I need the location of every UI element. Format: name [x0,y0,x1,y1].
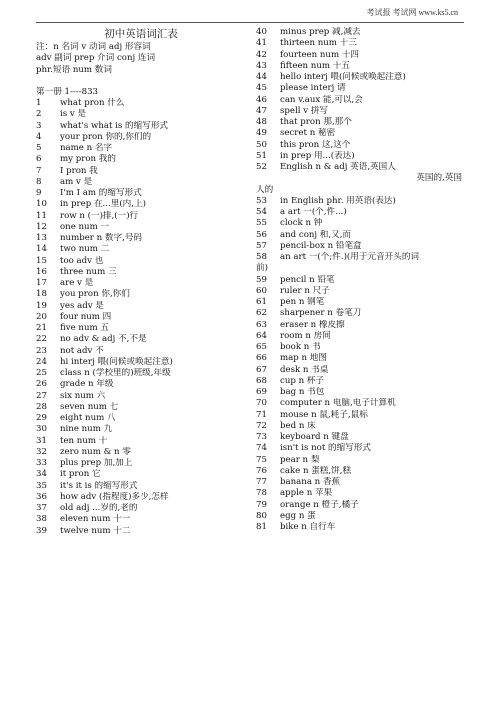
vocab-entry [36,323,246,334]
vocab-entry [256,421,462,432]
vocab-entry [256,162,462,173]
entry-number: 69 [256,387,267,397]
entry-number: 51 [256,150,267,161]
right-column [256,27,462,533]
vocab-entry [256,455,462,466]
vocab-entry [256,196,462,207]
entry-number: 3 [36,120,42,131]
entry-text: egg n 蛋 [280,510,316,521]
vocab-entry [36,244,246,255]
vocab-entry [256,286,462,297]
entry-number: 6 [36,154,42,165]
entry-text: pencil n 铅笔 [280,274,335,285]
entry-number: 63 [256,319,267,330]
entry-text: pencil-box n 铅笔盒 [280,240,362,251]
section-label: 第一册 1----833 [36,86,98,97]
vocab-entry [36,233,246,244]
entry-number: 40 [256,27,267,37]
entry-text: minus prep 减,减去 [280,27,361,37]
entry-number: 5 [36,143,42,153]
entry-text: three num 三 [60,266,117,277]
vocab-entry [36,357,246,368]
entry-text: banana n 香蕉 [280,477,341,487]
entry-text: clock n 钟 [280,218,323,229]
entry-text: can v.aux 能,可以,会 [280,94,363,105]
entry-text: I'm I am 的缩写形式 [60,188,142,198]
entry-text: isn't is not 的缩写形式 [280,443,371,454]
vocab-entry [256,38,462,49]
vocab-entry [36,98,246,109]
entry-text: an art 一(个;件.)(用于元音开头的词 [280,252,420,262]
entry-number: 25 [36,368,47,378]
entry-number: 23 [36,345,47,356]
vocab-entry [36,346,246,357]
entry-number: 60 [256,285,267,296]
vocab-entry [36,211,246,222]
entry-text: thirteen num 十三 [280,38,357,49]
vocab-entry [256,365,462,376]
entry-text: in prep 在...里(内,上) [60,199,146,210]
entry-number: 37 [36,503,47,513]
entry-text: I pron 我 [60,165,98,176]
vocab-entry [256,275,462,286]
entry-text: map n 地图 [280,353,327,364]
vocab-entry [36,199,246,210]
entry-number: 80 [256,510,267,521]
entry-text: six num 六 [60,390,106,401]
entry-text: class n (学校里的)班级,年级 [60,368,171,378]
entry-number: 35 [36,480,47,491]
vocab-entry [36,278,246,289]
vocab-entry [256,320,462,331]
vocab-entry [256,308,462,319]
vocab-entry [36,469,246,480]
entry-text: pear n 梨 [280,454,320,465]
entry-text: you pron 你,你们 [60,289,130,300]
entry-number: 68 [256,375,267,386]
entry-text: bag n 书包 [280,387,325,397]
entry-number: 38 [36,514,47,525]
entry-number: 47 [256,105,267,116]
vocab-entry [256,376,462,387]
entry-number: 1 [36,98,42,108]
entry-text: eight num 八 [60,413,116,423]
entry-number: 4 [36,131,42,142]
entry-number: 32 [36,446,47,457]
entry-number: 26 [36,379,47,390]
vocab-entry [256,83,462,94]
entry-text: room n 房间 [280,330,331,341]
entry-text: a art 一(个,件...) [280,207,347,217]
entry-number: 29 [36,413,47,423]
entry-number: 7 [36,165,42,176]
vocab-entry [36,267,246,278]
vocab-entry [36,413,246,424]
vocab-entry [36,503,246,514]
vocab-entry [256,50,462,61]
vocab-entry [36,154,246,165]
entry-number: 17 [36,278,47,288]
entry-number: 52 [256,162,267,172]
entry-number: 13 [36,233,47,243]
vocab-entry [256,106,462,117]
entry-text: five num 五 [60,323,109,333]
entry-text: that pron 那,那个 [280,117,352,127]
entry-text: pen n 钢笔 [280,297,325,307]
entry-number: 55 [256,218,267,229]
entry-number: 8 [36,176,42,187]
entry-text: English n & adj 英语,英国人 [280,162,396,172]
entry-number: 46 [256,94,267,105]
entry-number: 21 [36,323,47,333]
vocab-entry [36,289,246,300]
vocab-list-right-a [256,27,462,173]
entry-number: 54 [256,207,267,217]
vocab-entry [36,436,246,447]
vocab-entry [256,500,462,511]
vocab-entry [256,297,462,308]
entry-text: cake n 蛋糕,饼,糕 [280,465,352,476]
entry-text: four num 四 [60,311,112,322]
entry-number: 48 [256,117,267,127]
entry-text: spell v 拼写 [280,105,329,116]
entry-text: number n 数字,号码 [60,233,143,243]
vocab-entry [36,188,246,199]
entry-number: 61 [256,297,267,307]
entry-number: 30 [36,424,47,435]
document-title: 初中英语词汇表 [104,28,178,40]
left-column [36,27,246,537]
entry-number: 79 [256,499,267,510]
entry-number: 44 [256,72,267,82]
vocab-entry [36,177,246,188]
entry-number: 53 [256,195,267,206]
header-site-text: 考试报 考试网 www.ks5.cn [366,8,458,17]
entry-text: my pron 我的 [60,154,116,165]
entry-number: 43 [256,60,267,71]
entry-number: 58 [256,252,267,262]
vocab-entry [256,342,462,353]
entry-text: is v 是 [60,109,87,120]
vocab-entry [256,466,462,477]
entry-text: cup n 杯子 [280,375,325,386]
entry-number: 36 [36,491,47,502]
entry-number: 59 [256,274,267,285]
entry-text: fifteen num 十五 [280,60,350,71]
entry-number: 56 [256,229,267,240]
entry-52-continuation-2: 人的 [256,184,274,195]
entry-number: 70 [256,398,267,409]
entry-text: desk n 书桌 [280,364,329,375]
entry-text: how adv (指程度)多少,怎样 [60,491,169,502]
entry-text: keyboard n 键盘 [280,432,349,442]
entry-text: nine num 九 [60,424,113,435]
vocab-entry [256,477,462,488]
vocab-entry [36,458,246,469]
entry-number: 33 [36,458,47,468]
entry-text: ten num 十 [60,435,108,446]
vocab-entry [256,387,462,398]
entry-number: 22 [36,334,47,345]
vocab-entry [256,72,462,83]
entry-number: 57 [256,240,267,251]
entry-number: 28 [36,401,47,412]
entry-text: eleven num 十一 [60,514,131,525]
entry-text: in English phr. 用英语(表达) [280,195,396,206]
vocab-entry [256,230,462,241]
entry-text: am v 是 [60,176,93,187]
entry-text: and conj 和,又,而 [280,229,352,240]
entry-number: 24 [36,356,47,367]
legend-line-3: phr.短语 num 数词 [36,64,112,75]
entry-number: 12 [36,221,47,232]
entry-number: 2 [36,109,42,120]
entry-number: 72 [256,420,267,431]
page-header [36,10,464,23]
entry-number: 41 [256,38,267,49]
vocab-entry [36,492,246,503]
vocab-entry [256,151,462,162]
entry-number: 71 [256,409,267,420]
entry-number: 15 [36,255,47,266]
entry-text: bed n 床 [280,420,316,431]
vocab-entry [256,128,462,139]
vocab-entry [256,353,462,364]
entry-text: too adv 也 [60,255,104,266]
entry-text: old adj ...岁的,老的 [60,503,138,513]
entry-text: mouse n 鼠,耗子,鼠标 [280,409,368,420]
vocab-entry [256,331,462,342]
vocab-entry [256,432,462,443]
entry-text: eraser n 橡皮擦 [280,319,345,330]
entry-text: no adv & adj 不,不是 [60,334,147,345]
vocab-entry [36,424,246,435]
entry-text: sharpener n 卷笔刀 [280,308,362,319]
entry-number: 64 [256,330,267,341]
vocab-entry [36,391,246,402]
entry-number: 45 [256,83,267,94]
entry-number: 65 [256,342,267,352]
vocab-entry [256,398,462,409]
entry-text: in prep 用...(表达) [280,150,355,161]
vocab-entry [256,488,462,499]
entry-number: 49 [256,128,267,139]
vocab-entry [36,514,246,525]
entry-text: book n 书 [280,342,321,352]
entry-number: 67 [256,364,267,375]
entry-number: 27 [36,390,47,401]
entry-number: 73 [256,432,267,442]
vocab-entry [36,481,246,492]
entry-number: 66 [256,353,267,364]
entry-text: ruler n 尺子 [280,285,330,296]
entry-number: 20 [36,311,47,322]
entry-number: 78 [256,488,267,499]
vocab-entry [36,402,246,413]
entry-text: hi interj 喂(问候或唤起注意) [60,356,173,367]
entry-number: 18 [36,289,47,300]
vocab-entry [256,207,462,218]
entry-text: are v 是 [60,278,94,288]
entry-text: apple n 苹果 [280,488,333,499]
entry-text: your pron 你的,你们的 [60,131,152,142]
entry-number: 39 [36,525,47,536]
entry-number: 75 [256,454,267,465]
entry-number: 50 [256,139,267,150]
vocab-entry [36,132,246,143]
entry-number: 16 [36,266,47,277]
entry-52-continuation: 英国的,英国 [416,173,462,184]
vocab-entry [256,443,462,454]
entry-text: two num 二 [60,244,110,255]
entry-number: 19 [36,300,47,311]
entry-number: 42 [256,49,267,60]
vocab-entry [256,241,462,252]
entry-text: what pron 什么 [60,98,125,108]
entry-number: 14 [36,244,47,255]
entry-text: not adv 不 [60,345,104,356]
entry-number: 11 [36,210,47,221]
vocab-entry [256,218,462,229]
legend-line-2: adv 副词 prep 介词 conj 连词 [36,53,156,64]
entry-text: fourteen num 十四 [280,49,360,60]
entry-text: zero num & n 零 [60,446,131,457]
vocab-entry [36,526,246,537]
entry-text: it's it is 的缩写形式 [60,480,138,491]
vocab-entry [256,410,462,421]
vocab-entry [36,379,246,390]
vocab-entry [256,61,462,72]
vocab-entry [36,301,246,312]
entry-number: 76 [256,465,267,476]
entry-number: 31 [36,435,47,446]
entry-text: twelve num 十二 [60,525,131,536]
entry-text: plus prep 加,加上 [60,458,133,468]
vocab-entry [256,27,462,38]
vocab-entry [256,511,462,522]
entry-text: seven num 七 [60,401,119,412]
vocab-list-right-b [256,196,462,252]
entry-text: row n (一)排,(一)行 [60,210,139,221]
vocab-entry [36,368,246,379]
entry-text: one num 一 [60,221,110,232]
vocab-entry [36,109,246,120]
entry-number: 34 [36,469,47,480]
entry-text: hello interj 喂(问候或唤起注意) [280,72,406,82]
vocab-entry [36,143,246,154]
vocab-entry [256,252,462,263]
vocab-entry [36,121,246,132]
vocab-entry [256,95,462,106]
vocab-list-left [36,98,246,537]
vocab-entry [36,312,246,323]
entry-text: grade n 年级 [60,379,114,390]
entry-number: 81 [256,522,267,532]
entry-text: secret n 秘密 [280,128,336,139]
vocab-entry [36,334,246,345]
entry-text: what's what is 的缩写形式 [60,120,169,131]
vocab-entry [256,140,462,151]
vocab-entry [36,166,246,177]
entry-text: orange n 橙子,橘子 [280,499,359,510]
entry-number: 9 [36,188,42,198]
entry-text: this pron 这,这个 [280,139,351,150]
entry-text: please interj 请 [280,83,346,94]
entry-number: 62 [256,308,267,319]
vocab-entry [36,256,246,267]
vocab-list-right-c [256,275,462,534]
entry-text: computer n 电脑,电子计算机 [280,398,396,409]
vocab-entry [36,222,246,233]
vocab-entry [256,117,462,128]
entry-text: name n 名字 [60,143,113,153]
legend-line-1: 注：n 名词 v 动词 adj 形容词 [36,42,151,52]
spacer [36,76,246,87]
entry-58-continuation: 前) [256,263,268,274]
entry-text: yes adv 是 [60,300,104,311]
entry-number: 74 [256,443,267,454]
vocab-entry [256,522,462,533]
entry-text: bike n 自行车 [280,522,336,532]
entry-text: it pron 它 [60,469,101,480]
vocab-entry [36,447,246,458]
entry-number: 77 [256,477,267,487]
entry-number: 10 [36,199,47,210]
